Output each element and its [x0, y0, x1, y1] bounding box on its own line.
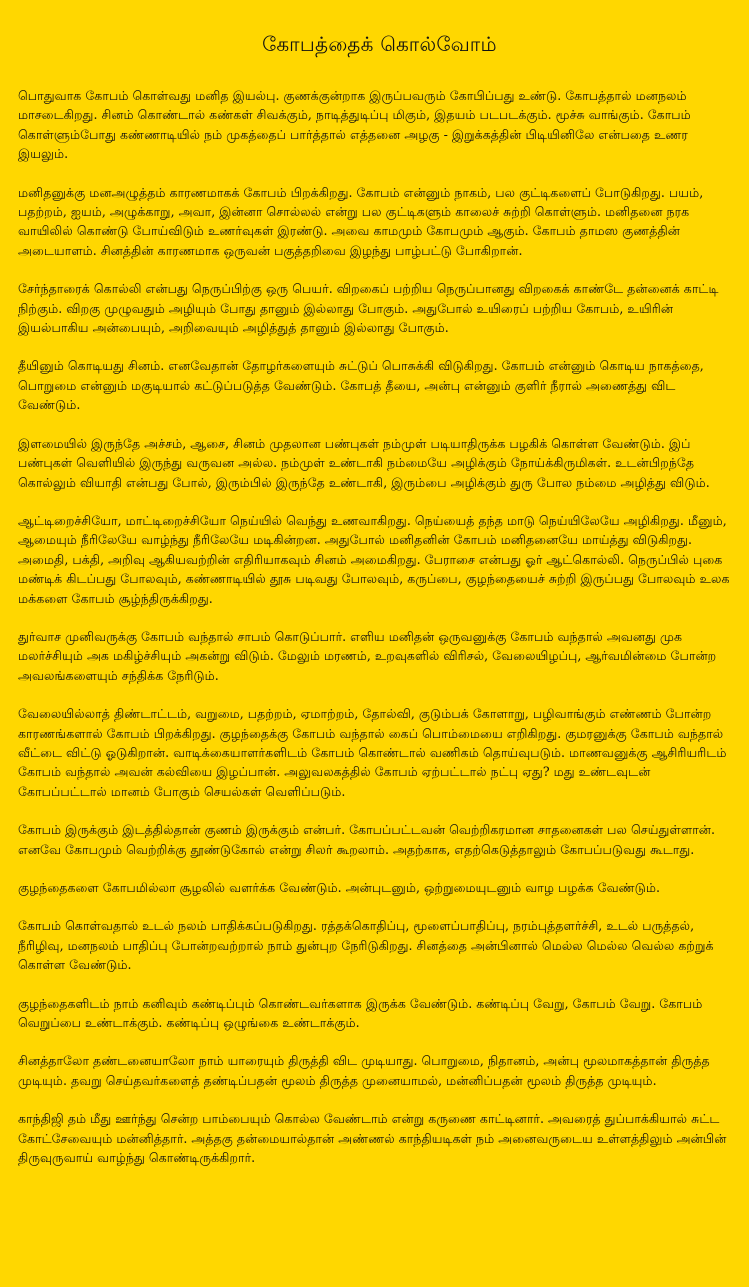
article-paragraph-6: ஆட்டிறைச்சியோ, மாட்டிறைச்சியோ நெய்யில் வெந்து உணவாகிறது. நெய்யைத் தந்த மாடு நெய்யிலேயே அழிகிறது. மீனும், ஆமையும் நீரிலேயே வாழ்ந்து நீரிலேயே மடிகின்றன. அதுபோல் மனிதனின் கோபம் மனிதனையே மாய்த்து விடுகிறது. அமைதி, பக்தி, அறிவு ஆகியவற்றின் எதிரியாகவும் சினம் அமைகிறது. பேராசை என்பது ஓர் ஆட்கொல்லி. நெருப்பில் புகை மண்டிக் கிடப்பது போலவும், கண்ணாடியில் தூசு படிவது போலவும், கருப்பை, குழந்தையைச் சுற்றி இருப்பது போலவும் உலக மக்களை கோபம் சூழ்ந்திருக்கிறது.: [18, 512, 730, 606]
article-paragraph-3: சேர்ந்தாரைக் கொல்லி என்பது நெருப்பிற்கு ஒரு பெயர். விறகைப் பற்றிய நெருப்பானது விறகைக் காண்டே தன்னைக் காட்டி நிற்கும். விறகு முழுவதும் அழியும் போது தானும் இல்லாது போகும். அதுபோல் உயிரைப் பற்றிய கோபம், உயிரின் இயல்பாகிய அன்பையும், அறிவையும் அழித்துத் தானும் இல்லாது போகும்.: [18, 281, 719, 336]
article-paragraph-14: காந்திஜி தம் மீது ஊர்ந்து சென்ற பாம்பையும் கொல்ல வேண்டாம் என்று கருணை காட்டினார். அவரைத் துப்பாக்கியால் சுட்ட கோட்சேவையும் மன்னித்தார். அத்தகு தன்மையால்தான் அண்ணல் காந்தியடிகள் நம் அனைவருடைய உள்ளத்திலும் அன்பின் திருவுருவாய் வாழ்ந்து கொண்டிருக்கிறார்.: [18, 1111, 727, 1166]
article-paragraph-1: பொதுவாக கோபம் கொள்வது மனித இயல்பு. குணக்குன்றாக இருப்பவரும் கோபிப்பது உண்டு. கோபத்தால் மனநலம் மாசடைகிறது. சினம் கொண்டால் கண்கள் சிவக்கும், நாடித்துடிப்பு மிகும், இதயம் படபடக்கும். மூச்சு வாங்கும். கோபம் கொள்ளும்போது கண்ணாடியில் நம் முகத்தைப் பார்த்தால் எத்தனை அழகு - இறுக்கத்தின் பிடியினிலே என்பதை உணர இயலும்.: [18, 88, 691, 162]
article-paragraph-5: இளமையில் இருந்தே அச்சம், ஆசை, சினம் முதலான பண்புகள் நம்முள் படியாதிருக்க பழகிக் கொள்ள வேண்டும். இப் பண்புகள் வெளியில் இருந்து வருவன அல்ல. நம்முள் உண்டாகி நம்மையே அழிக்கும் நோய்க்கிருமிகள். உடன்பிறந்தே கொல்லும் வியாதி என்பது போல், இரும்பில் இருந்தே உண்டாகி, இரும்பை அழிக்கும் துரு போல நம்மை அழித்து விடும்.: [18, 435, 710, 490]
article-paragraph-8: வேலையில்லாத் திண்டாட்டம், வறுமை, பதற்றம், ஏமாற்றம், தோல்வி, குடும்பக் கோளாறு, பழிவாங்கும் எண்ணம் போன்ற காரணங்களால் கோபம் பிறக்கிறது. குழந்தைக்கு கோபம் வந்தால் கைப் பொம்மையை எறிகிறது. குமரனுக்கு கோபம் வந்தால் வீட்டை விட்டு ஓடுகிறான். வாடிக்கையாளர்களிடம் கோபம் கொண்டால் வணிகம் தொய்வுபடும். மாணவனுக்கு ஆசிரியரிடம் கோபம் வந்தால் அவன் கல்வியை இழப்பான். அலுவலகத்தில் கோபம் ஏற்பட்டால் நட்பு ஏது? மது உண்டவுடன் கோபப்பட்டால் மானம் போகும் செயல்கள் வெளிப்படும்.: [18, 706, 727, 799]
article-paragraph-13: சினத்தாலோ தண்டனையாலோ நாம் யாரையும் திருத்தி விட முடியாது. பொறுமை, நிதானம், அன்பு மூலமாகத்தான் திருத்த முடியும். தவறு செய்தவர்களைத் தண்டிப்பதன் மூலம் திருத்த முனையாமல், மன்னிப்பதன் மூலம் திருத்த முடியும்.: [18, 1053, 710, 1088]
article-paragraph-10: குழந்தைகளை கோபமில்லா சூழலில் வளர்க்க வேண்டும். அன்புடனும், ஒற்றுமையுடனும் வாழ பழக்க வேண்டும்.: [18, 880, 661, 895]
article-paragraph-7: துர்வாச முனிவருக்கு கோபம் வந்தால் சாபம் கொடுப்பார். எளிய மனிதன் ஒருவனுக்கு கோபம் வந்தால் அவனது முக மலர்ச்சியும் அக மகிழ்ச்சியும் அகன்று விடும். மேலும் மரணம், உறவுகளில் விரிசல், வேலையிழப்பு, ஆர்வமின்மை போன்ற அவலங்களையும் சந்திக்க நேரிடும்.: [18, 628, 717, 683]
article-paragraph-4: தீயினும் கொடியது சினம். எனவேதான் தோழர்களையும் சுட்டுப் பொசுக்கி விடுகிறது. கோபம் என்னும் கொடிய நாகத்தை, பொறுமை என்னும் மகுடியால் கட்டுப்படுத்த வேண்டும். கோபத் தீயை, அன்பு என்னும் குளிர் நீரால் அணைத்து விட வேண்டும்.: [18, 358, 704, 413]
article-paragraph-11: கோபம் கொள்வதால் உடல் நலம் பாதிக்கப்படுகிறது. ரத்தக்கொதிப்பு, மூளைப்பாதிப்பு, நரம்புத்தளர்ச்சி, உடல் பருத்தல், நீரிழிவு, மனநலம் பாதிப்பு போன்றவற்றால் நாம் துன்புற நேரிடுகிறது. சினத்தை அன்பினால் மெல்ல மெல்ல வெல்ல கற்றுக் கொள்ள வேண்டும்.: [18, 918, 714, 973]
article-paragraph-9: கோபம் இருக்கும் இடத்தில்தான் குணம் இருக்கும் என்பர். கோபப்பட்டவன் வெற்றிகரமான சாதனைகள் பல செய்துள்ளான். எனவே கோபமும் வெற்றிக்கு தூண்டுகோல் என்று சிலர் கூறலாம். அதற்காக, எதற்கெடுத்தாலும் கோபப்படுவது கூடாது.: [18, 822, 715, 857]
article-paragraph-12: குழந்தைகளிடம் நாம் கனிவும் கண்டிப்பும் கொண்டவர்களாக இருக்க வேண்டும். கண்டிப்பு வேறு, கோபம் வேறு. கோபம் வெறுப்பை உண்டாக்கும். கண்டிப்பு ஒழுங்கை உண்டாக்கும்.: [18, 995, 703, 1031]
article-title: கோபத்தைக் கொல்வோம்: [262, 32, 497, 56]
article-paragraph-2: மனிதனுக்கு மனஅழுத்தம் காரணமாகக் கோபம் பிறக்கிறது. கோபம் என்னும் நாகம், பல குட்டிகளைப் போடுகிறது. பயம், பதற்றம், ஐயம், அழுக்காறு, அவா, இன்னா சொல்லல் என்று பல குட்டிகளும் காலைச் சுற்றி கொள்ளும். மனிதனை நரக வாயிலில் கொண்டு போய்விடும் உணர்வுகள் இரண்டு. அவை காமமும் கோபமும் ஆகும். கோபம் தாமஸ குணத்தின் அடையாளம். சினத்தின் காரணமாக ஒருவன் பகுத்தறிவை இழந்து பாழ்பட்டு போகிறான்.: [18, 184, 704, 258]
